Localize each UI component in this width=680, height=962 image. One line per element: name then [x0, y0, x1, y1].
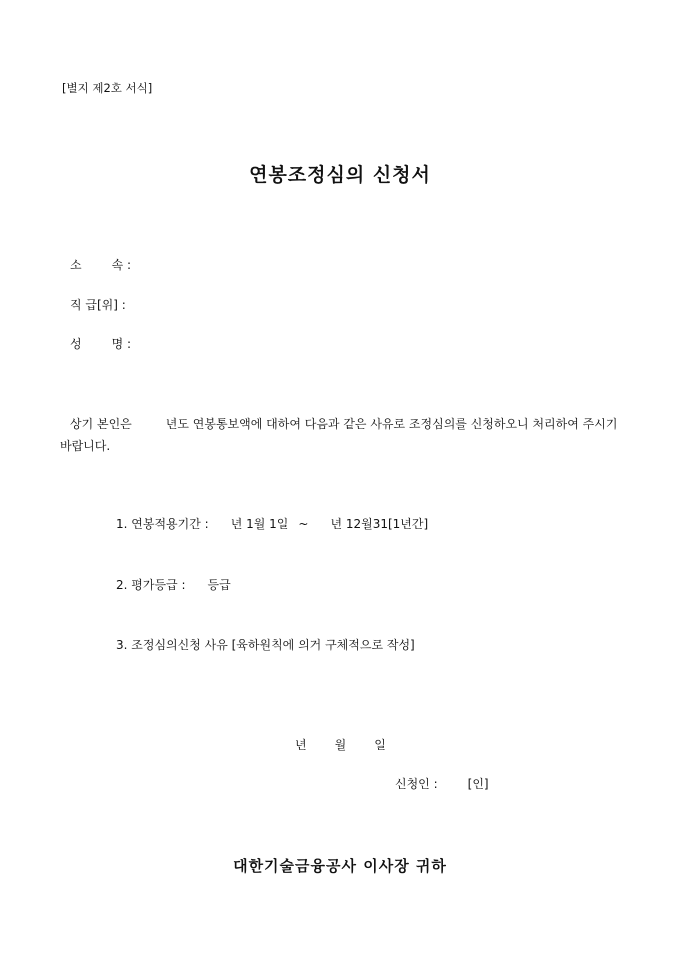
applicant-seal: [인] [467, 777, 489, 791]
date-day: 일 [374, 738, 386, 752]
addressee-footer: 대한기술금융공사 이사장 귀하 [233, 857, 447, 875]
grade-colon: : [121, 298, 126, 312]
item-3-reason [116, 636, 415, 653]
item3-label: 3. 조정심의신청 사유 [육하원칙에 의거 구체적으로 작성] [116, 638, 415, 652]
item1-tilde: ~ [298, 517, 309, 531]
item1-end: 년 12월31[1년간] [330, 517, 429, 531]
affiliation-label-first: 소 [70, 258, 82, 272]
name-colon: : [127, 337, 132, 351]
request-paragraph [60, 413, 626, 457]
applicant-line [395, 775, 489, 792]
grade-field [70, 296, 126, 313]
date-line [295, 736, 386, 753]
affiliation-colon: : [127, 258, 132, 272]
item-1-salary-period [116, 515, 428, 532]
paragraph-part1: 상기 본인은 [70, 417, 132, 431]
document-title: 연봉조정심의 신청서 [249, 164, 431, 186]
item2-label: 2. 평가등급 : [116, 578, 186, 592]
form-number-label: [별지 제2호 서식] [62, 81, 153, 95]
applicant-label: 신청인 : [395, 777, 438, 791]
date-month: 월 [334, 738, 347, 752]
item-2-evaluation-grade [116, 576, 231, 593]
item2-value: 등급 [207, 578, 231, 592]
name-label-first: 성 [70, 337, 82, 351]
name-label-second: 명 [111, 337, 124, 351]
affiliation-label-second: 속 [111, 258, 124, 272]
date-year: 년 [295, 738, 307, 752]
grade-label: 직 급[위] [70, 298, 118, 312]
name-field [70, 335, 131, 352]
paragraph-part2: 년도 연봉통보액에 대하여 다음과 같은 사유로 조정심의를 신청하오니 처리하여 주시기 바랍니다. [60, 417, 618, 453]
item1-start: 년 1월 1일 [230, 517, 289, 531]
item1-label: 1. 연봉적용기간 : [116, 517, 209, 531]
affiliation-field [70, 256, 131, 273]
